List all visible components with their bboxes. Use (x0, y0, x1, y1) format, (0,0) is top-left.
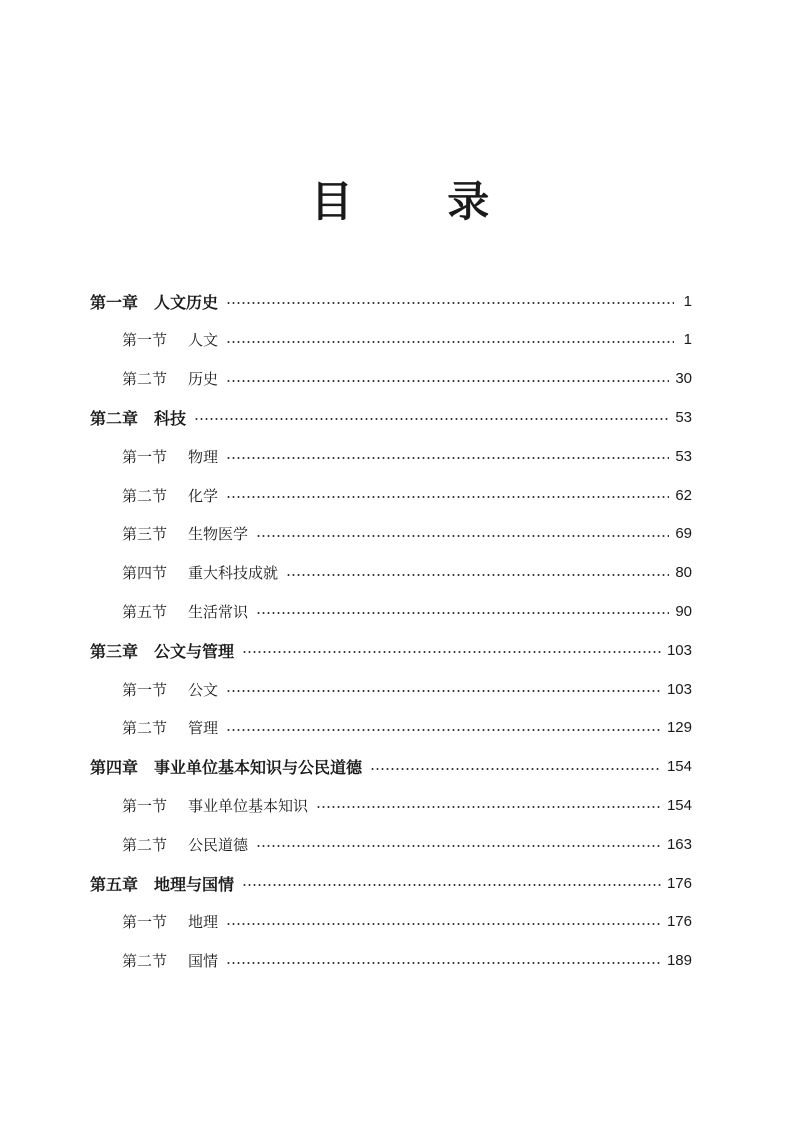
toc-section-row[interactable] (122, 674, 692, 704)
page-number: 53 (675, 408, 692, 426)
toc-chapter-row[interactable] (90, 868, 692, 898)
toc-section-row[interactable] (122, 519, 692, 549)
page-number: 30 (675, 370, 692, 388)
section-title: 重大科技成就 (188, 564, 279, 583)
section-title: 公文 (188, 680, 219, 699)
section-title: 管理 (188, 719, 219, 738)
dot-leader (370, 768, 661, 770)
toc-chapter-row[interactable] (90, 635, 692, 665)
dot-leader (226, 457, 669, 459)
section-number: 第一节 (122, 447, 168, 466)
toc-section-row[interactable] (122, 596, 692, 626)
toc-section-row[interactable] (122, 907, 692, 937)
toc-section-row[interactable] (122, 325, 692, 355)
toc-chapter-row[interactable] (90, 286, 692, 316)
dot-leader (286, 574, 669, 576)
dot-leader (226, 962, 661, 964)
dot-leader (226, 302, 674, 304)
section-number: 第三节 (122, 525, 168, 544)
section-number: 第一节 (122, 796, 168, 815)
chapter-number: 第一章 (90, 292, 139, 312)
chapter-number: 第二章 (90, 408, 139, 428)
toc-section-row[interactable] (122, 790, 692, 820)
section-number: 第四节 (122, 564, 168, 583)
section-title: 人文 (188, 331, 219, 350)
page-number: 69 (675, 525, 692, 543)
section-number: 第二节 (122, 952, 168, 971)
page-number: 103 (666, 680, 692, 698)
chapter-number: 第五章 (90, 874, 139, 894)
section-title: 物理 (188, 447, 219, 466)
page-number: 129 (666, 719, 692, 737)
dot-leader (226, 690, 661, 692)
page-number: 154 (666, 758, 692, 776)
page-number: 1 (683, 331, 692, 349)
toc-section-row[interactable] (122, 829, 692, 859)
section-number: 第一节 (122, 331, 168, 350)
section-title: 事业单位基本知识 (188, 796, 309, 815)
chapter-title: 公文与管理 (154, 641, 235, 661)
toc-section-row[interactable] (122, 946, 692, 976)
page-number: 62 (675, 486, 692, 504)
page-number: 103 (666, 641, 692, 659)
page-number: 189 (666, 952, 692, 970)
section-number: 第二节 (122, 486, 168, 505)
section-number: 第二节 (122, 835, 168, 854)
chapter-number: 第三章 (90, 641, 139, 661)
dot-leader (226, 341, 674, 343)
section-number: 第一节 (122, 913, 168, 932)
page-number: 80 (675, 564, 692, 582)
toc-chapter-row[interactable] (90, 402, 692, 432)
page-title: 目 录 (310, 177, 530, 226)
section-title: 历史 (188, 370, 219, 389)
toc-section-row[interactable] (122, 480, 692, 510)
section-title: 地理 (188, 913, 219, 932)
page-number: 90 (675, 602, 692, 620)
page-number: 163 (666, 835, 692, 853)
section-number: 第一节 (122, 680, 168, 699)
dot-leader (226, 380, 669, 382)
dot-leader (256, 612, 669, 614)
page-number: 53 (675, 447, 692, 465)
section-title: 国情 (188, 952, 219, 971)
dot-leader (316, 806, 661, 808)
toc-section-row[interactable] (122, 441, 692, 471)
toc-section-row[interactable] (122, 558, 692, 588)
dot-leader (194, 418, 669, 420)
dot-leader (242, 884, 661, 886)
toc-section-row[interactable] (122, 713, 692, 743)
dot-leader (256, 535, 669, 537)
toc-section-row[interactable] (122, 364, 692, 394)
section-number: 第二节 (122, 719, 168, 738)
page-number: 154 (666, 796, 692, 814)
chapter-title: 地理与国情 (154, 874, 235, 894)
dot-leader (226, 496, 669, 498)
dot-leader (226, 729, 661, 731)
section-title: 生物医学 (188, 525, 249, 544)
page-number: 1 (683, 292, 692, 310)
dot-leader (256, 845, 661, 847)
page-number: 176 (666, 913, 692, 931)
section-number: 第五节 (122, 602, 168, 621)
chapter-title: 事业单位基本知识与公民道德 (154, 758, 363, 778)
dot-leader (242, 651, 661, 653)
dot-leader (226, 923, 661, 925)
chapter-number: 第四章 (90, 758, 139, 778)
section-title: 生活常识 (188, 602, 249, 621)
section-number: 第二节 (122, 370, 168, 389)
section-title: 化学 (188, 486, 219, 505)
chapter-title: 人文历史 (154, 292, 219, 312)
chapter-title: 科技 (154, 408, 187, 428)
section-title: 公民道德 (188, 835, 249, 854)
page-number: 176 (666, 874, 692, 892)
toc-chapter-row[interactable] (90, 752, 692, 782)
